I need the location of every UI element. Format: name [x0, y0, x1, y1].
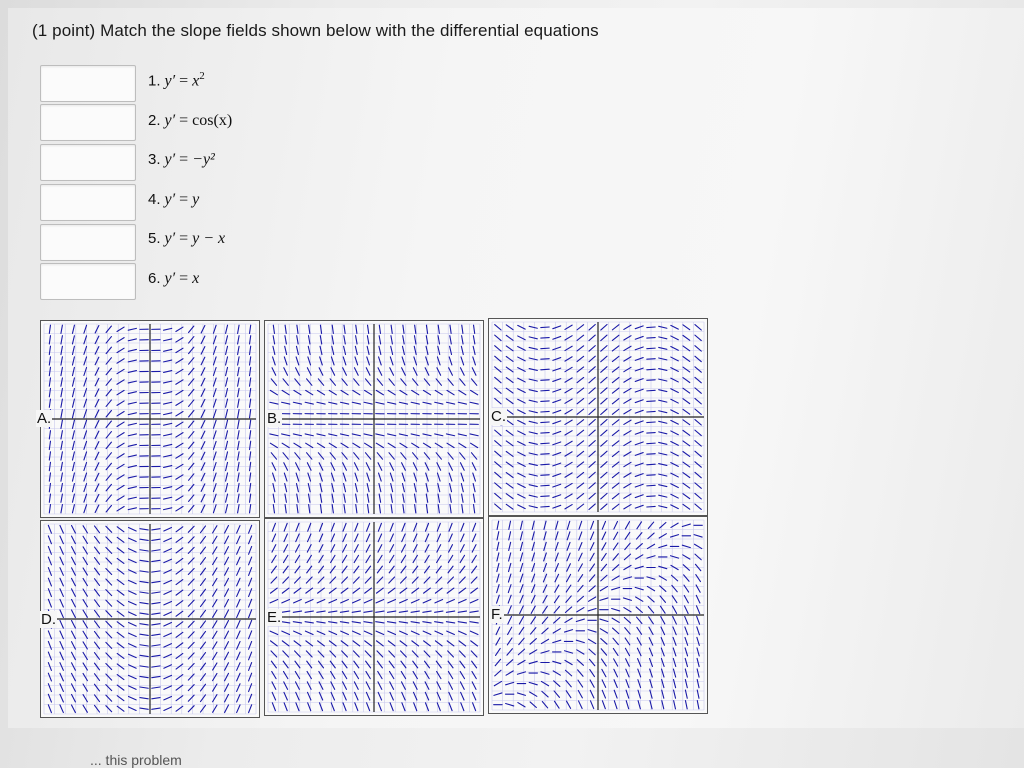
slope-field-d [40, 520, 260, 718]
slope-field-b [264, 320, 484, 518]
slope-segment [541, 348, 549, 349]
slope-field-panel-c [488, 318, 708, 516]
slope-segment [541, 401, 549, 402]
slope-segment [647, 348, 655, 349]
panel-label-c: C. [491, 408, 506, 425]
slope-segment [647, 454, 655, 455]
problem-title: (1 point) Match the slope fields shown below with the differential equations [32, 21, 599, 40]
slope-segment [541, 496, 549, 497]
slope-field-panel-a [40, 320, 260, 518]
panel-label-a: A. [37, 410, 52, 427]
slope-segment [541, 443, 549, 444]
slope-segment [647, 433, 655, 434]
equation-4: 4. y′ = y [148, 191, 200, 208]
panel-label-e: E. [267, 609, 282, 626]
panel-label-f: F. [491, 606, 503, 623]
footer-partial-text: ... this problem [90, 752, 182, 768]
slope-field-panel-f [488, 516, 708, 714]
slope-segment [647, 496, 655, 497]
slope-segment [647, 369, 655, 370]
equation-1: 1. $y' = x^2$ [148, 70, 205, 90]
answer-box-2[interactable] [40, 104, 136, 141]
slope-segment [647, 443, 655, 444]
slope-segment [541, 327, 549, 328]
answer-box-3[interactable] [40, 144, 136, 181]
slope-field-c [488, 318, 708, 516]
slope-segment [647, 338, 655, 339]
slope-segment [541, 433, 549, 434]
slope-segment [647, 506, 655, 507]
slope-segment [647, 464, 655, 465]
answer-box-6[interactable] [40, 263, 136, 300]
slope-field-panel-b [264, 320, 484, 518]
slope-segment [647, 485, 655, 486]
panel-label-d: D. [41, 611, 56, 628]
equation-2: 2. y′ = cos(x) [148, 112, 233, 129]
slope-segment [541, 485, 549, 486]
equation-5: 5. y′ = y − x [148, 230, 226, 247]
slope-segment [647, 422, 655, 423]
slope-segment [541, 369, 549, 370]
slope-field-f [488, 516, 708, 714]
slope-segment [541, 475, 549, 476]
slope-segment [647, 390, 655, 391]
slope-segment [541, 422, 549, 423]
slope-segment [541, 359, 549, 360]
answer-box-1[interactable] [40, 65, 136, 102]
slope-field-e [264, 518, 484, 716]
slope-segment [541, 390, 549, 391]
slope-segment [541, 380, 549, 381]
slope-segment [541, 411, 549, 412]
slope-field-a [40, 320, 260, 518]
panel-label-b: B. [267, 410, 282, 427]
slope-segment [647, 327, 655, 328]
equation-3: 3. y′ = −y² [148, 151, 215, 168]
slope-segment [647, 411, 655, 412]
answer-box-4[interactable] [40, 184, 136, 221]
equation-6: 6. y′ = x [148, 270, 200, 287]
slope-segment [647, 475, 655, 476]
slope-segment [647, 401, 655, 402]
slope-segment [541, 454, 549, 455]
slope-segment [541, 506, 549, 507]
slope-field-panel-e [264, 518, 484, 716]
slope-segment [647, 380, 655, 381]
slope-segment [541, 464, 549, 465]
slope-segment [541, 338, 549, 339]
slope-segment [647, 359, 655, 360]
answer-box-5[interactable] [40, 224, 136, 261]
slope-field-panel-d [40, 520, 260, 718]
